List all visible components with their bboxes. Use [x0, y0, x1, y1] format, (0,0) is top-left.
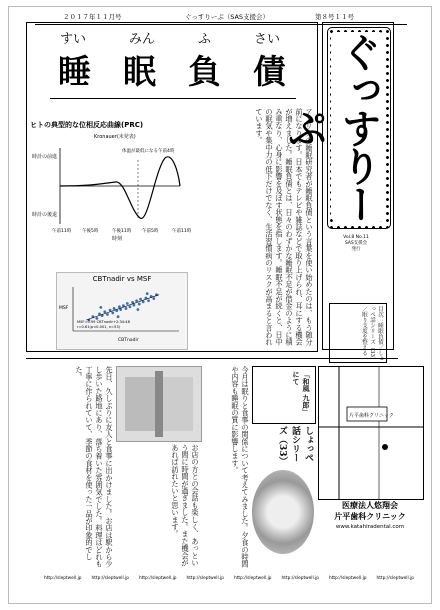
prc-x-ticks	[52, 227, 192, 234]
table-of-contents	[329, 303, 387, 363]
scatter-point	[99, 306, 102, 309]
restaurant-photo	[116, 366, 202, 442]
clinic-url[interactable]: www.katahiradental.com	[335, 524, 405, 530]
footer-link[interactable]: http://sleptwell.jp	[44, 576, 82, 581]
restaurant-image	[117, 367, 201, 441]
clinic-name: 医療法人悠翔会 片平歯科クリニック	[334, 501, 406, 521]
scatter-point	[103, 310, 106, 313]
scatter-point	[135, 299, 138, 302]
toc-text: 目次：睡眠負債／しょっぺ話シリーズ（33）／眠り支度を整える	[361, 306, 383, 361]
scatter-point	[113, 307, 116, 310]
footer-link[interactable]: http://sleptwell.jp	[91, 576, 129, 581]
footer-links	[44, 576, 414, 581]
prc-xlabel: 時刻	[112, 236, 123, 242]
newsletter-logo	[281, 27, 391, 229]
prc-ylabel-delay: 時計の後退	[32, 212, 58, 218]
prc-x-tick-label: 午前5時	[142, 229, 159, 234]
scatter-point	[129, 305, 132, 308]
newsletter-title: ぐっすりーぷ（SAS支援会）	[185, 13, 270, 21]
prc-curve	[60, 157, 180, 219]
article-body: アメリカの睡眠研究者が睡眠負債という言葉を使い始めたのは、もう随分前になります。日本でもテレビや雑誌などで取り上げられ、耳にする機会が増えました。睡眠負債とは、日々のわずかな睡眠不足が借金のように積み重なり、心身に影響を及ぼす状態を指します。睡眠不足が続くと、日中の眠気や集中力の低下だけでなく、生活習慣病のリスクが高まると言われています。	[255, 108, 314, 346]
prc-figure	[30, 120, 192, 242]
scatter-xlabel: CBTnadir	[118, 338, 139, 343]
volume: Vol.8 No.11	[343, 235, 369, 240]
ruby-1: すい	[60, 32, 87, 47]
ruby-2: みん	[128, 32, 155, 47]
scatter-point	[138, 303, 141, 306]
title-char-2: 眠	[123, 52, 158, 91]
ruby-4: さい	[253, 32, 280, 47]
scatter-point	[106, 313, 109, 316]
prc-source: Kronauer(未発表)	[94, 134, 136, 140]
scatter-point	[118, 305, 121, 308]
footer-link[interactable]: http://sleptwell.jp	[281, 576, 319, 581]
issue-number: 第８号１１号	[315, 13, 354, 21]
title-rule	[50, 98, 296, 99]
scatter-point	[147, 299, 150, 302]
scatter-point	[126, 302, 129, 305]
lower-column-b: お店の方との会話も楽しく、あっという間に時間が過ぎました。また機会があれば訪れたいと思います。	[171, 444, 200, 567]
prc-note: 体温が最低になる午前4時	[122, 149, 175, 154]
scatter-point	[133, 304, 136, 307]
publisher-info	[329, 235, 383, 253]
map-svg	[319, 367, 423, 499]
lower-column-a: 先日、久しぶりに友人と食事に出かけました。お店は駅から少し歩いた路地にあり、落ち着いた雰囲気でした。料理はどれも丁寧に作られていて、季節の食材を使った一品が印象的でした。	[75, 366, 114, 568]
prc-x-tick-label: 午前11時	[172, 229, 192, 234]
scatter-point	[117, 315, 120, 318]
scatter-trendline	[86, 295, 159, 320]
footer-link[interactable]: http://sleptwell.jp	[376, 576, 414, 581]
title-char-4: 債	[253, 52, 288, 91]
shop-label-box	[252, 366, 316, 424]
title-char-3: 負	[188, 52, 223, 91]
logo-text: ぐっすりーぷ	[331, 32, 385, 222]
publisher: SAS支援会	[344, 241, 368, 246]
chart-title: CBTnadir vs MSF	[92, 275, 152, 283]
scatter-point	[146, 292, 149, 295]
scatter-ylabel: MSF	[59, 306, 69, 311]
issue-date: ２０１７年１１月号	[63, 13, 122, 21]
article-title	[58, 46, 288, 93]
scatter-point	[125, 307, 128, 310]
title-char-1: 睡	[58, 52, 93, 91]
shop-label: 「和風 九郎」にて	[292, 371, 311, 416]
footer-link[interactable]: http://sleptwell.jp	[234, 576, 272, 581]
prc-ylabel-advance: 時計の前進	[32, 154, 58, 160]
food-photo	[252, 470, 314, 554]
scatter-svg	[57, 283, 187, 349]
footer-link[interactable]: http://sleptwell.jp	[329, 576, 367, 581]
scatter-chart	[56, 272, 188, 350]
scatter-point	[139, 298, 142, 301]
title-ruby	[60, 28, 280, 47]
scatter-point	[137, 308, 140, 311]
clinic-ad	[318, 500, 422, 566]
prc-svg	[30, 130, 192, 242]
footer-link[interactable]: http://sleptwell.jp	[186, 576, 224, 581]
lower-column-c: 今月は眠りと食事の関係について考えてみました。夕食の時間や内容も睡眠の質に影響します。	[231, 366, 250, 568]
prc-title: ヒトの典型的な位相反応曲線(PRC)	[30, 121, 144, 129]
footer-link[interactable]: http://sleptwell.jp	[139, 576, 177, 581]
scatter-point	[111, 311, 114, 314]
map-clinic-label: 片平歯科クリニック	[349, 413, 394, 419]
prc-x-tick-label: 午前11時	[52, 229, 72, 234]
clinic-map	[318, 366, 424, 500]
prc-x-tick-label: 午後5時	[82, 229, 99, 234]
scatter-annotation: MSF=0.99 CBTnadir+2:34:48	[77, 320, 130, 324]
publish-label: 発行	[351, 247, 361, 252]
scatter-point	[152, 297, 155, 300]
scatter-annotation-2: r=0.61(p<0.001, n=53)	[77, 325, 121, 329]
series-title: しょっぺ話シリーズ（33）	[277, 426, 313, 466]
lower-rule	[26, 358, 398, 359]
ruby-3: ふ	[197, 32, 211, 47]
prc-x-tick-label: 午後11時	[112, 229, 132, 234]
